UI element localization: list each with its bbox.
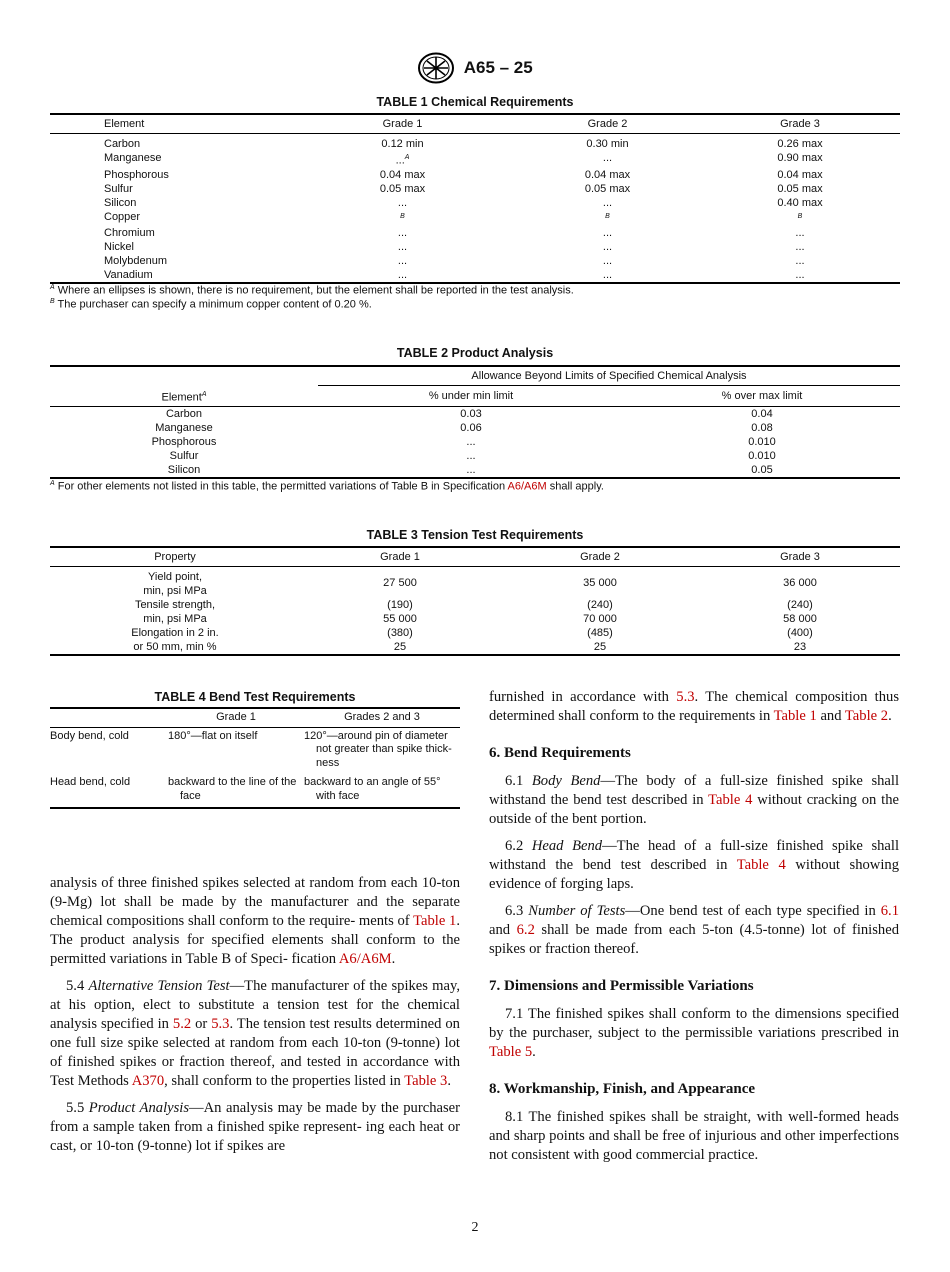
table1-cell: 0.04 max [584, 168, 631, 181]
table3-cell: (190) 55 000 [383, 599, 417, 625]
table2-cell: Phosphorous [151, 436, 217, 449]
table1-cell: 0.40 max [777, 196, 823, 209]
table3-cell: (240) 58 000 [783, 599, 817, 625]
paragraph: furnished in accordance with 5.3. The chemical composition thus determined shall conform to the requirements in Table 1 and Table 2. [489, 689, 899, 724]
table2-header: % under min limit [428, 390, 514, 403]
table1-cell: 0.04 max [379, 168, 426, 181]
table1-link[interactable]: Table 1 [413, 913, 457, 929]
table3-header: Grade 1 [380, 551, 420, 563]
table4-header: Grades 2 and 3 [344, 711, 420, 723]
section-6-2-link[interactable]: 6.2 [516, 922, 535, 938]
table4 [50, 707, 460, 809]
table1-cell: Carbon [104, 138, 141, 150]
section-5-3-link[interactable]: 5.3 [676, 689, 695, 705]
table1-cell: 0.90 max [777, 152, 823, 164]
table1-cell: Molybdenum [104, 255, 167, 268]
table2-span-header: Allowance Beyond Limits of Specified Chemical Analysis [318, 366, 900, 386]
table1-cell: ... [397, 196, 408, 209]
table2-cell: Sulfur [169, 450, 199, 463]
table1-cell: ... [602, 255, 613, 268]
table4-cell: 120°—around pin of diameter not greater than spike thick- ness [304, 729, 452, 769]
table2-cell: ... [466, 464, 476, 477]
table3-cell: (380) 25 [387, 627, 413, 653]
table1-cell: ... [602, 269, 613, 282]
table1-cell: B [400, 212, 405, 220]
table1-cell: ... [397, 269, 408, 282]
paragraph: 7.1 The finished spikes shall conform to the dimensions specified by the purchaser, subject to the permissible variations prescribed in Table 5. [489, 1006, 899, 1060]
table1-cell: Sulfur [104, 182, 133, 195]
section-6-1-link[interactable]: 6.1 [880, 903, 899, 919]
table4-cell: Body bend, cold [50, 729, 129, 742]
paragraph: 5.5 Product Analysis—An analysis may be made by the purchaser from a sample taken from a finished spike represent- ing each heat or cast, or 10-ton (9-tonne) lot if spikes are [50, 1100, 460, 1154]
table2-cell: 0.03 [460, 408, 482, 421]
table1-footnote: $^A$ Where an ellipses is shown, there is no requirement, but the element shall be reported in the test analysis. [50, 284, 574, 297]
table1-footnote: $^B$ The purchaser can specify a minimum copper content of 0.20 %. [50, 298, 372, 311]
page-header [0, 52, 950, 84]
table2-header: Element$^A$ [161, 390, 207, 404]
section-heading: 6. Bend Requirements [489, 745, 631, 761]
table2-caption: TABLE 2 Product Analysis [396, 346, 554, 360]
table1-cell: B [797, 212, 803, 220]
table1-cell: 0.26 max [777, 138, 823, 150]
table1 [50, 113, 900, 284]
section-5-2-link[interactable]: 5.2 [172, 1016, 192, 1032]
left-column [50, 874, 460, 1164]
table3-cell: 35 000 [583, 576, 617, 589]
table1-link[interactable]: Table 1 [773, 708, 817, 724]
table1-header: Grade 2 [587, 118, 628, 130]
table1-cell: Phosphorous [104, 168, 169, 181]
table1-cell: ... [602, 152, 613, 164]
table1-cell: B [605, 212, 610, 220]
table1-cell: Silicon [104, 196, 137, 209]
table1-cell: ... [795, 269, 805, 282]
table3-cell: (400) 23 [787, 627, 813, 653]
document-id: A65 – 25 [463, 58, 533, 77]
table4-cell: 180°—flat on itself [168, 729, 258, 742]
table3-cell: Elongation in 2 in. or 50 mm, min % [131, 627, 219, 653]
table4-caption: TABLE 4 Bend Test Requirements [154, 690, 356, 704]
table3 [50, 546, 900, 656]
table2-cell: Carbon [165, 408, 203, 421]
section-heading: 7. Dimensions and Permissible Variations [489, 978, 754, 994]
table4-header [50, 708, 168, 727]
table2-cell: Silicon [167, 464, 201, 477]
table1-cell: ... [795, 255, 805, 268]
table1-cell: Vanadium [104, 269, 153, 282]
table1-cell: ... [602, 196, 613, 209]
table1-cell: 0.30 min [586, 138, 629, 150]
a370-link[interactable]: A370 [131, 1073, 165, 1089]
table2-cell: 0.06 [460, 422, 482, 435]
table3-cell: (485) 25 [587, 627, 613, 653]
paragraph: 5.4 Alternative Tension Test—The manufacturer of the spikes may, at his option, elect to substitute a tension test for the chemical analysis specified in 5.2 or 5.3. The tension test results determined on one full size spike selected at random from each 10-ton (9-tonne) lot of finished spikes or fraction thereof, and tested in accordance with Test Methods A370, shall conform to the properties listed in Table 3. [50, 978, 460, 1089]
paragraph: 6.2 Head Bend—The head of a full-size finished spike shall withstand the bend test described in Table 4 without showing evidence of forging laps. [489, 838, 900, 892]
table1-cell: ... [602, 241, 613, 254]
table1-cell: ... [397, 227, 408, 240]
table3-cell: Yield point, min, psi MPa [143, 571, 207, 597]
page-number: 2 [471, 1220, 479, 1235]
table1-cell: ...$^A$ [395, 154, 410, 167]
table4-link[interactable]: Table 4 [736, 857, 786, 873]
table4-header: Grade 1 [216, 711, 256, 723]
table3-header: Grade 2 [580, 551, 620, 563]
table4-cell: Head bend, cold [50, 776, 131, 788]
table2-cell: ... [466, 450, 476, 463]
section-heading: 8. Workmanship, Finish, and Appearance [489, 1081, 756, 1097]
astm-logo-icon [417, 52, 455, 84]
table1-caption: TABLE 1 Chemical Requirements [376, 95, 574, 109]
section-5-3-link[interactable]: 5.3 [211, 1016, 230, 1032]
table1-cell: Manganese [104, 152, 162, 164]
table3-header: Property [154, 551, 196, 563]
table3-cell: Tensile strength, min, psi MPa [134, 599, 216, 625]
table1-cell: ... [602, 227, 613, 240]
a6-link[interactable]: A6/A6M [338, 951, 392, 967]
table3-caption: TABLE 3 Tension Test Requirements [366, 528, 584, 542]
table2-footnote: $^A$ For other elements not listed in this table, the permitted variations of Table B in Specification A6/A6M shall apply. [50, 480, 604, 493]
table3-link[interactable]: Table 3 [404, 1073, 448, 1089]
table1-header: Grade 1 [382, 118, 423, 130]
table2-cell: 0.08 [751, 422, 773, 435]
table4-link[interactable]: Table 4 [708, 792, 753, 808]
paragraph: 6.3 Number of Tests—One bend test of each type specified in 6.1 and 6.2 shall be made from each 5-ton (4.5-tonne) lot of finished spikes or fraction thereof. [489, 903, 899, 957]
table3-header: Grade 3 [780, 551, 820, 563]
table1-cell: ... [795, 227, 805, 240]
a6-link[interactable]: A6/A6M [507, 480, 547, 493]
table1-cell: ... [397, 241, 408, 254]
table1-header: Element [104, 118, 145, 130]
table3-cell: (240) 70 000 [583, 599, 617, 625]
paragraph: analysis of three finished spikes selected at random from each 10-ton (9-Mg) lot shall be made by the manufacturer and the separate chemical compositions shall conform to the require- ments of Table 1. The product analysis for specified elements shall conform to the permitted variations in Table B of Speci- fication A6/A6M. [50, 875, 460, 967]
table5-link[interactable]: Table 5 [489, 1044, 533, 1060]
table2-cell: 0.010 [748, 436, 776, 449]
table2-cell: Manganese [155, 422, 213, 435]
table1-cell: Chromium [104, 227, 155, 240]
table2 [50, 365, 900, 479]
paragraph: 8.1 The finished spikes shall be straight, with well-formed heads and sharp points and shall be free of injurious and other imperfections not consistent with good commercial practice. [489, 1109, 899, 1163]
table1-cell: ... [397, 255, 408, 268]
table3-cell: 27 500 [383, 576, 417, 589]
table2-cell: 0.010 [748, 450, 776, 463]
table3-cell: 36 000 [783, 576, 817, 589]
table2-cell: 0.04 [751, 408, 773, 421]
table1-cell: 0.05 max [379, 182, 426, 195]
table1-cell: Nickel [104, 241, 134, 254]
table2-link[interactable]: Table 2 [844, 708, 889, 724]
table1-cell: 0.12 min [381, 138, 424, 150]
table1-cell: Copper [104, 210, 141, 223]
paragraph: 6.1 Body Bend—The body of a full-size finished spike shall withstand the bend test described in Table 4 without cracking on the outside of the bent portion. [489, 773, 900, 827]
right-column [489, 688, 899, 1173]
table1-cell: 0.04 max [777, 168, 823, 181]
table4-cell: backward to the line of the face [168, 776, 297, 802]
table1-cell: ... [795, 241, 805, 254]
table2-header: % over max limit [721, 390, 803, 403]
table4-cell: backward to an angle of 55° with face [304, 776, 441, 802]
table1-cell: 0.05 max [777, 182, 823, 195]
table2-cell: ... [466, 436, 476, 449]
table1-header: Grade 3 [780, 118, 820, 130]
table2-cell: 0.05 [751, 464, 773, 477]
table1-cell: 0.05 max [584, 182, 631, 195]
